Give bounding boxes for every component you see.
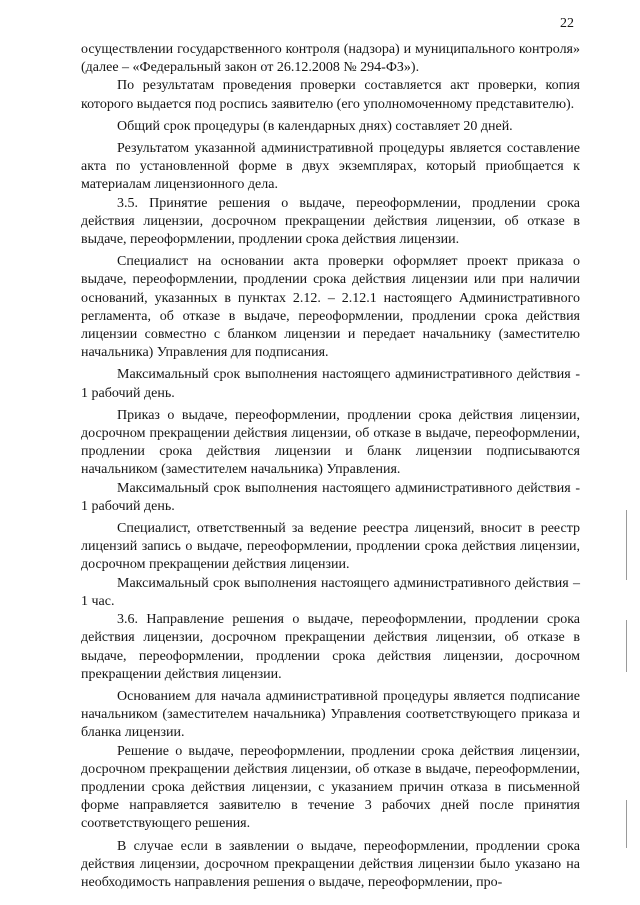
paragraph-procedure-duration: Общий срок процедуры (в календарных днях) составляет 20 дней. (117, 118, 513, 134)
paragraph-order-signing: Приказ о выдаче, переоформлении, продлении срока действия лицензии, досрочном прекращении действия лицензии, об отказе в выдаче, переоформлении, продлении срока действия лицензии и бланк лицензии подписываются начальником (заместителем начальника) Управления. (81, 407, 580, 478)
document-body (81, 41, 580, 892)
paragraph-inspection-act-copy: По результатам проведения проверки составляется акт проверки, копия которого выдается под роспись заявителю (его уполномоченному представителю). (81, 78, 580, 112)
section-heading-3-6: 3.6. Направление решения о выдаче, переоформлении, продлении срока действия лицензии, досрочном прекращении действия лицензии, об отказе в выдаче, переоформлении, продлении срока действия лицензии, досрочном прекращении действия лицензии. (81, 612, 580, 682)
scan-margin-line (626, 620, 627, 672)
paragraph-max-term-2: Максимальный срок выполнения настоящего административного действия - 1 рабочий день. (81, 480, 580, 514)
scan-margin-line (626, 510, 627, 580)
section-heading-3-5: 3.5. Принятие решения о выдаче, переоформлении, продлении срока действия лицензии, досрочном прекращении действия лицензии, об отказе в выдаче, переоформлении, продлении срока действия лицензии. (81, 195, 580, 248)
paragraph-application-case: В случае если в заявлении о выдаче, переоформлении, продлении срока действия лицензии, досрочном прекращении действия лицензии было указано на необходимость направления решения о выдаче, переоформлении, про- (81, 838, 580, 890)
paragraph-specialist-draft-order: Специалист на основании акта проверки оформляет проект приказа о выдаче, переоформлении, продлении срока действия лицензии или при наличии оснований, указанных в пунктах 2.12. – 2.12.1 настоящего Административного регламента, об отказе в выдаче, переоформлении, продлении срока действия лицензии совместно с бланком лицензии и передает начальнику (заместителю начальника) Управления для подписания. (81, 254, 580, 361)
page-number: 22 (560, 16, 574, 31)
scan-margin-line (626, 800, 627, 848)
paragraph-procedure-result: Результатом указанной административной процедуры является составление акта по установленной форме в двух экземплярах, который приобщается к материалам лицензионного дела. (81, 141, 580, 193)
paragraph-continuation-federal-law: осуществлении государственного контроля (надзора) и муниципального контроля» (далее – «Федеральный закон от 26.12.2008 № 294-ФЗ»). (81, 42, 580, 76)
paragraph-registry-entry: Специалист, ответственный за ведение реестра лицензий, вносит в реестр лицензий запись о выдаче, переоформлении, продлении срока действия лицензии, досрочном прекращении действия лицензии. (81, 521, 580, 573)
paragraph-max-term-1: Максимальный срок выполнения настоящего административного действия - 1 рабочий день. (81, 367, 580, 401)
paragraph-procedure-basis: Основанием для начала административной процедуры является подписание начальником (заместителем начальника) Управления соответствующего приказа и бланка лицензии. (81, 688, 580, 741)
paragraph-decision-sending: Решение о выдаче, переоформлении, продлении срока действия лицензии, досрочном прекращении действия лицензии, об отказе в выдаче, переоформлении, продлении срока действия лицензии, с указанием причин отказа в письменной форме направляется заявителю в течение 3 рабочих дней после принятия соответствующего решения. (81, 743, 580, 832)
paragraph-max-term-3: Максимальный срок выполнения настоящего административного действия – 1 час. (81, 575, 580, 609)
